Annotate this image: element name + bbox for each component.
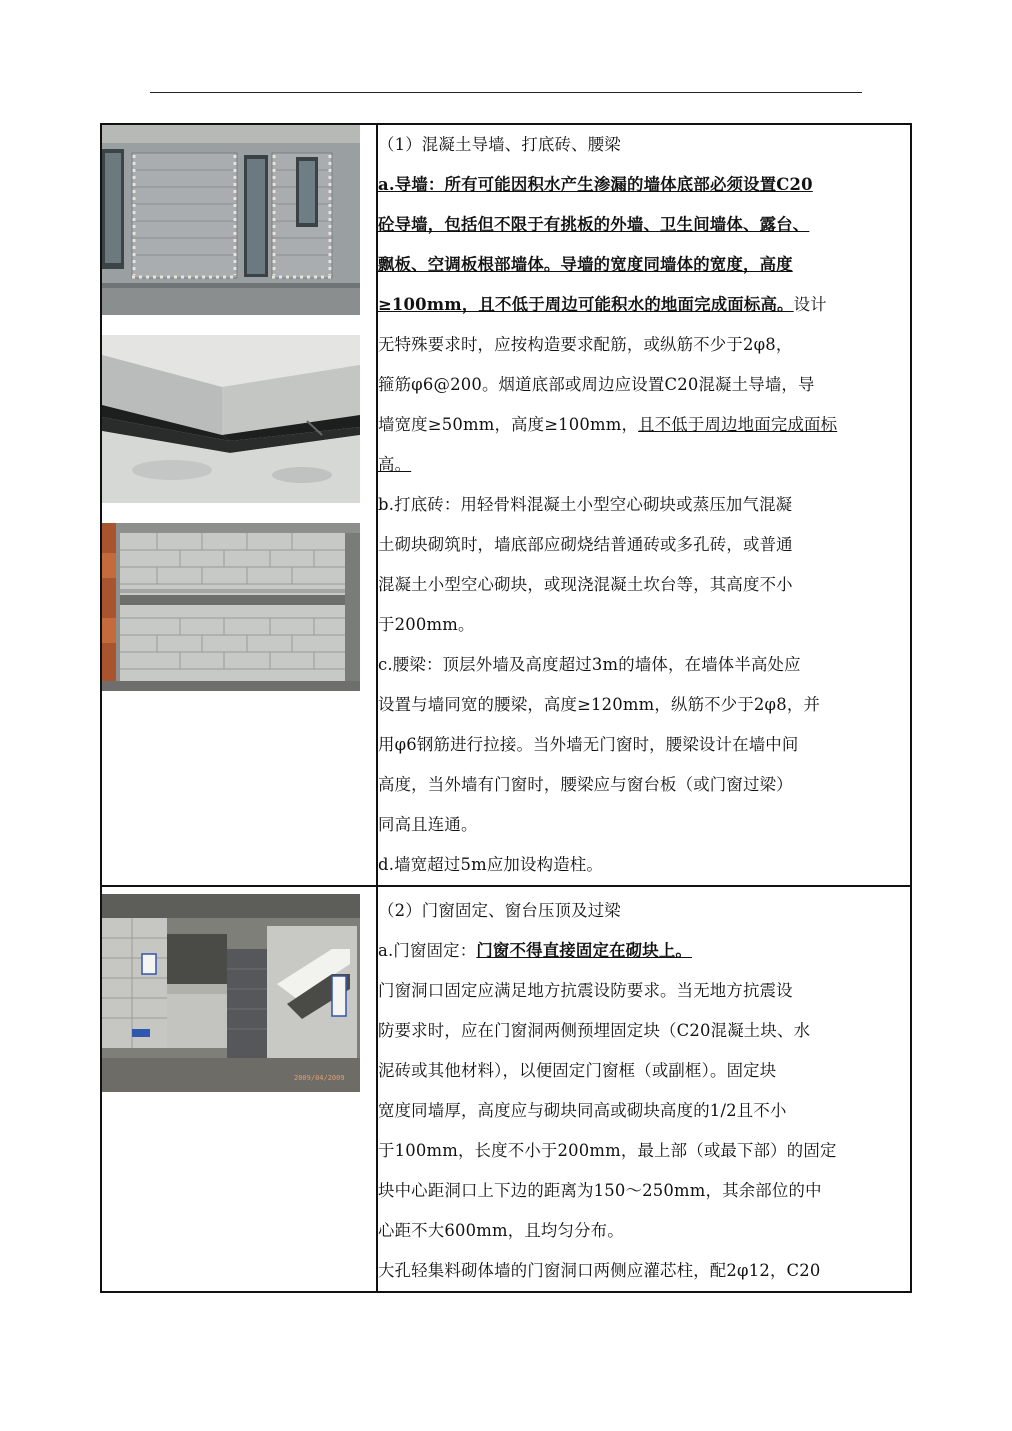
text-line bbox=[378, 445, 910, 485]
page-header-rule bbox=[150, 92, 862, 93]
concrete-guide-wall-corner-photo bbox=[102, 335, 360, 503]
text-line bbox=[378, 645, 910, 685]
text-segment: ≥100mm，且不低于周边可能积水的地面完成面标高。 bbox=[378, 295, 794, 314]
section-1-row bbox=[101, 124, 911, 886]
text-segment: a.导墙：所有可能因积水产生渗漏的墙体底部必须设置C20 bbox=[378, 175, 813, 194]
text-line bbox=[378, 1011, 910, 1051]
text-segment: 同高且连通。 bbox=[378, 815, 478, 834]
text-segment: 混凝土小型空心砌块，或现浇混凝土坎台等，其高度不小 bbox=[378, 575, 793, 594]
text-line bbox=[378, 971, 910, 1011]
text-line bbox=[378, 725, 910, 765]
text-segment: 块中心距洞口上下边的距离为150～250mm，其余部位的中 bbox=[378, 1181, 822, 1200]
construction-spec-table bbox=[100, 123, 912, 1293]
text-segment: 于100mm，长度不小于200mm，最上部（或最下部）的固定 bbox=[378, 1141, 837, 1160]
text-segment: c.腰梁：顶层外墙及高度超过3m的墙体，在墙体半高处应 bbox=[378, 655, 801, 674]
section-1-title: （1）混凝土导墙、打底砖、腰梁 bbox=[378, 135, 621, 154]
text-line bbox=[378, 605, 910, 645]
section-1-text-column bbox=[377, 124, 911, 886]
text-line bbox=[378, 685, 910, 725]
text-segment: 设置与墙同宽的腰梁，高度≥120mm，纵筋不少于2φ8，并 bbox=[378, 695, 821, 714]
text-segment: 土砌块砌筑时，墙底部应砌烧结普通砖或多孔砖，或普通 bbox=[378, 535, 793, 554]
text-segment: 心距不大600mm，且均匀分布。 bbox=[378, 1221, 624, 1240]
text-line bbox=[378, 485, 910, 525]
text-line bbox=[378, 1051, 910, 1091]
text-segment: 用φ6钢筋进行拉接。当外墙无门窗时，腰梁设计在墙中间 bbox=[378, 735, 799, 754]
text-segment: 无特殊要求时，应按构造要求配筋，或纵筋不少于2φ8， bbox=[378, 335, 793, 354]
door-window-opening-fixing-photo bbox=[102, 894, 360, 1092]
text-line bbox=[378, 805, 910, 845]
exterior-wall-with-windows-photo bbox=[102, 125, 360, 315]
text-segment: 防要求时，应在门窗洞两侧预埋固定块（C20混凝土块、水 bbox=[378, 1021, 811, 1040]
text-segment: 大孔轻集料砌体墙的门窗洞口两侧应灌芯柱，配2φ12，C20 bbox=[378, 1261, 821, 1280]
text-line bbox=[378, 525, 910, 565]
section-1-photo-column bbox=[101, 124, 377, 886]
text-segment: 飘板、空调板根部墙体。导墙的宽度同墙体的宽度，高度 bbox=[378, 255, 793, 274]
text-line bbox=[378, 1091, 910, 1131]
text-segment: 高。 bbox=[378, 455, 412, 474]
text-line bbox=[378, 845, 910, 885]
text-line bbox=[378, 205, 910, 245]
section-2-title: （2）门窗固定、窗台压顶及过梁 bbox=[378, 901, 621, 920]
text-line bbox=[378, 1251, 910, 1291]
text-segment: 高度，当外墙有门窗时，腰梁应与窗台板（或门窗过梁） bbox=[378, 775, 793, 794]
text-segment: 设计 bbox=[793, 295, 827, 314]
text-line bbox=[378, 405, 910, 445]
text-segment: 于200mm。 bbox=[378, 615, 475, 634]
text-segment: 泥砖或其他材料），以便固定门窗框（或副框）。固定块 bbox=[378, 1061, 777, 1080]
text-line bbox=[378, 325, 910, 365]
text-line bbox=[378, 165, 910, 205]
text-segment: 且不低于周边地面完成面标 bbox=[638, 415, 838, 434]
text-segment: 门窗洞口固定应满足地方抗震设防要求。当无地方抗震设 bbox=[378, 981, 793, 1000]
text-segment: 箍筋φ6@200。烟道底部或周边应设置C20混凝土导墙，导 bbox=[378, 375, 815, 394]
text-line bbox=[378, 765, 910, 805]
section-2-text-column bbox=[377, 886, 911, 1292]
section-2-photo-column bbox=[101, 886, 377, 1292]
text-segment: b.打底砖：用轻骨料混凝土小型空心砌块或蒸压加气混凝 bbox=[378, 495, 793, 514]
text-line bbox=[378, 245, 910, 285]
text-line bbox=[378, 1131, 910, 1171]
photo-date-stamp: 2009/04/2009 bbox=[294, 1074, 345, 1082]
text-line bbox=[378, 365, 910, 405]
text-segment: 砼导墙，包括但不限于有挑板的外墙、卫生间墙体、露台、 bbox=[378, 215, 810, 234]
section-1-body bbox=[378, 165, 910, 885]
text-line bbox=[378, 565, 910, 605]
text-segment: 宽度同墙厚，高度应与砌块同高或砌块高度的1/2且不小 bbox=[378, 1101, 787, 1120]
section-2-body bbox=[378, 931, 910, 1291]
text-line bbox=[378, 1171, 910, 1211]
interior-block-wall-photo bbox=[102, 523, 360, 691]
text-line bbox=[378, 931, 910, 971]
section-2-row bbox=[101, 886, 911, 1292]
text-segment: a.门窗固定： bbox=[378, 941, 477, 960]
text-line bbox=[378, 1211, 910, 1251]
text-segment: 墙宽度≥50mm，高度≥100mm， bbox=[378, 415, 639, 434]
text-line bbox=[378, 285, 910, 325]
text-segment: d.墙宽超过5m应加设构造柱。 bbox=[378, 855, 603, 874]
text-segment: 门窗不得直接固定在砌块上。 bbox=[476, 941, 693, 960]
